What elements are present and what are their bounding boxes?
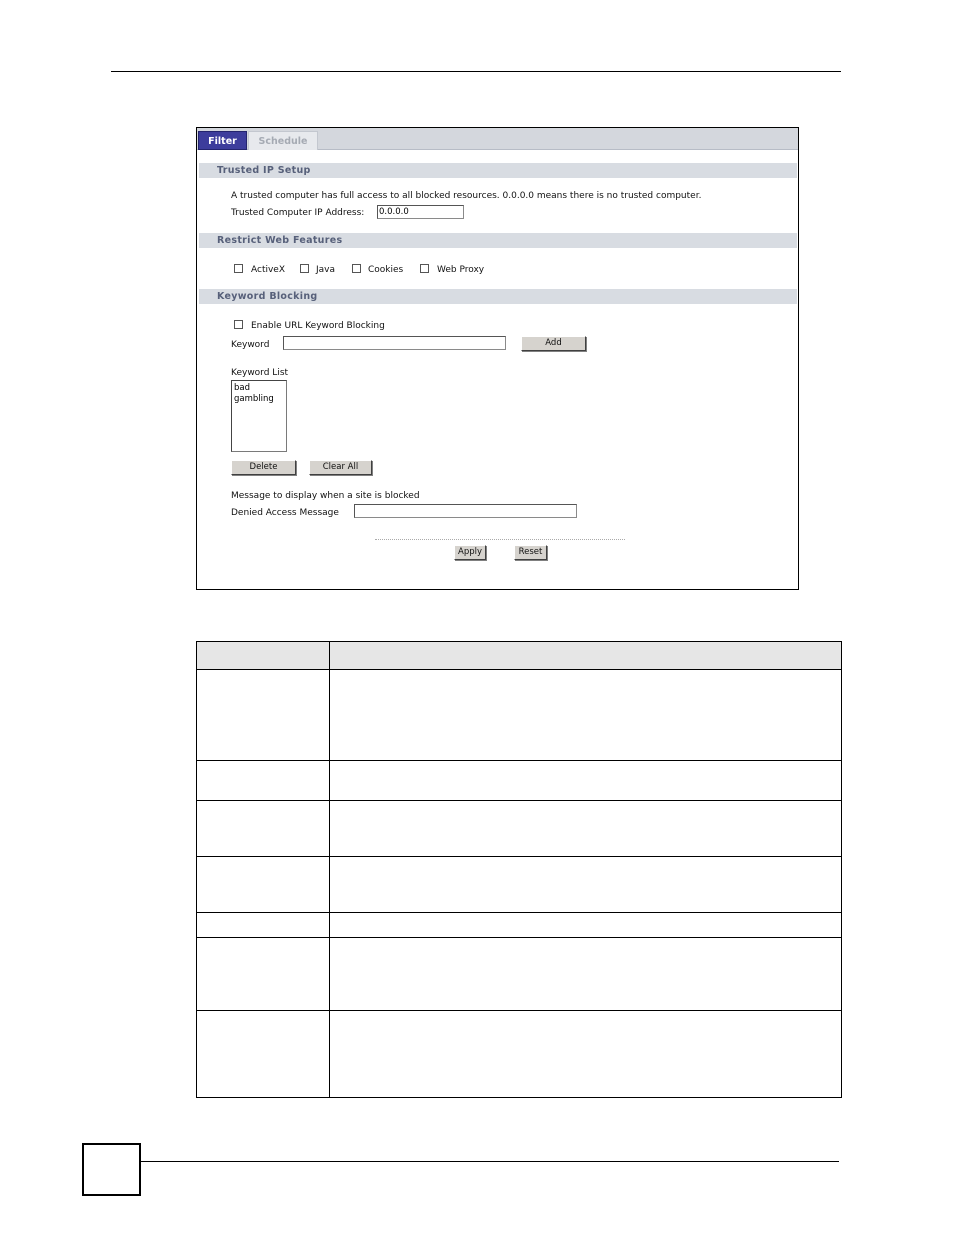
table-cell [330, 857, 842, 913]
table-row [197, 761, 842, 801]
table-cell [330, 938, 842, 1011]
trusted-ip-description: A trusted computer has full access to all blocked resources. 0.0.0.0 means there is no trusted computer. [231, 191, 702, 201]
content-filter-screen [196, 127, 799, 590]
table-row [197, 857, 842, 913]
enable-keyword-blocking-label: Enable URL Keyword Blocking [251, 321, 385, 331]
table-cell [197, 761, 330, 801]
clear-all-button[interactable]: Clear All [309, 460, 372, 475]
denied-access-input[interactable] [354, 504, 577, 518]
table-cell [330, 801, 842, 857]
table-row [197, 1011, 842, 1098]
tab-bar [197, 128, 798, 150]
enable-keyword-blocking-checkbox[interactable] [234, 320, 243, 329]
java-checkbox[interactable] [300, 264, 309, 273]
cookies-checkbox[interactable] [352, 264, 361, 273]
table-cell [330, 761, 842, 801]
restrict-web-section-header: Restrict Web Features [199, 233, 797, 248]
trusted-ip-label: Trusted Computer IP Address: [231, 208, 365, 218]
table-cell [330, 1011, 842, 1098]
denied-access-label: Denied Access Message [231, 508, 339, 518]
table-row [197, 913, 842, 938]
keyword-listbox[interactable] [231, 380, 287, 452]
java-label: Java [316, 265, 336, 275]
keyword-blocking-section-header: Keyword Blocking [199, 289, 797, 304]
activex-checkbox[interactable] [234, 264, 243, 273]
keyword-input[interactable] [283, 336, 506, 350]
cookies-label: Cookies [368, 265, 404, 275]
table-cell [197, 801, 330, 857]
activex-label: ActiveX [251, 265, 286, 275]
apply-button[interactable]: Apply [454, 545, 486, 560]
table-header-cell [197, 642, 330, 670]
table-cell [197, 938, 330, 1011]
table-row [197, 670, 842, 761]
footer-rule [141, 1161, 839, 1162]
table-cell [330, 913, 842, 938]
tab-filter[interactable]: Filter [198, 131, 247, 150]
web-proxy-label: Web Proxy [437, 265, 485, 275]
trusted-ip-input[interactable]: 0.0.0.0 [377, 205, 464, 219]
table-header-cell [330, 642, 842, 670]
table-cell [197, 670, 330, 761]
table-row [197, 938, 842, 1011]
page-number-box [82, 1143, 141, 1196]
delete-keyword-button[interactable]: Delete [231, 460, 296, 475]
keyword-label: Keyword [231, 340, 270, 350]
actions-divider [375, 539, 625, 540]
keyword-list-item[interactable]: gambling [234, 394, 274, 404]
table-cell [197, 857, 330, 913]
blocked-message-prompt: Message to display when a site is blocked [231, 491, 420, 501]
reset-button[interactable]: Reset [514, 545, 547, 560]
add-keyword-button[interactable]: Add [521, 336, 586, 351]
table-header-row [197, 642, 842, 670]
table-row [197, 801, 842, 857]
table-cell [197, 1011, 330, 1098]
table-cell [197, 913, 330, 938]
keyword-list-label: Keyword List [231, 368, 289, 378]
web-proxy-checkbox[interactable] [420, 264, 429, 273]
tab-schedule[interactable]: Schedule [248, 131, 318, 150]
keyword-list-item[interactable]: bad [234, 383, 250, 393]
table-cell [330, 670, 842, 761]
description-table [196, 641, 842, 1098]
header-rule [111, 71, 841, 72]
trusted-ip-section-header: Trusted IP Setup [199, 163, 797, 178]
